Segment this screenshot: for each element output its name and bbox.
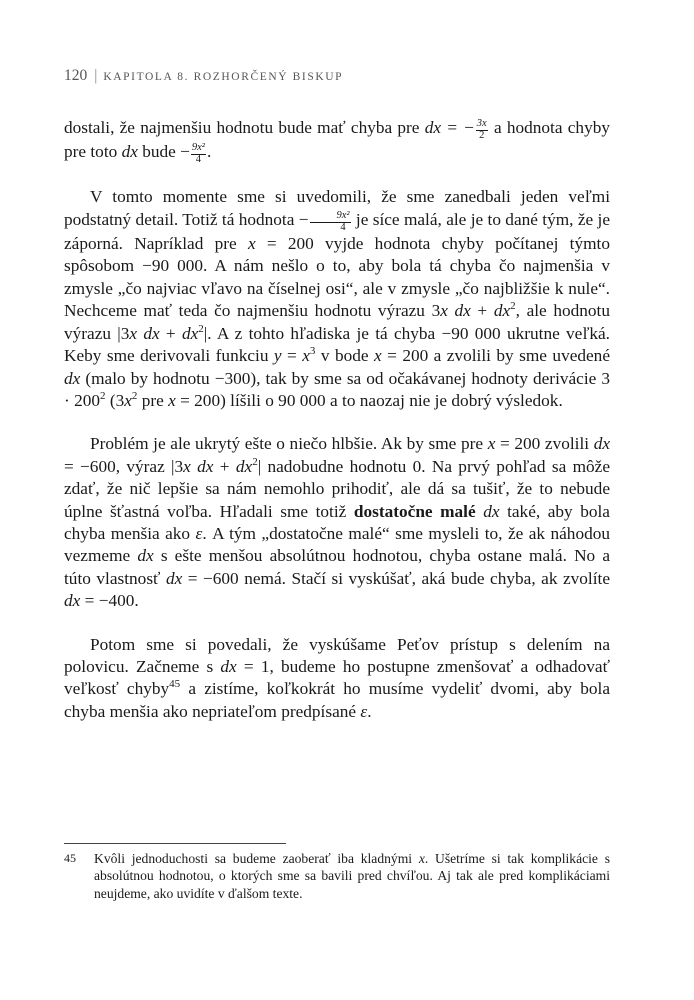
math: dx [235, 456, 253, 476]
math: y [273, 346, 282, 366]
exponent: 2 [131, 390, 138, 403]
math: x dx [440, 301, 471, 321]
text-run: + [470, 301, 494, 321]
math: dx [137, 546, 154, 566]
math: x [168, 390, 176, 410]
page-number: 120 [64, 67, 88, 84]
exponent: 3 [309, 345, 316, 358]
exponent: 2 [252, 455, 258, 468]
exponent: 2 [100, 390, 106, 403]
footnote-marker[interactable]: 45 [169, 678, 181, 691]
math: dx [220, 656, 237, 676]
text-run: . [367, 701, 372, 721]
text-run: s ešte menšou absolútnou hodnotou, chyba ostane malá. No a túto vlastnosť [64, 546, 611, 588]
paragraph-4 [64, 634, 610, 724]
running-header [64, 66, 624, 87]
math: dx [64, 368, 81, 388]
fraction-3x-over-2 [476, 119, 488, 141]
text-run: v bode [315, 346, 374, 366]
math: x dx [183, 456, 214, 476]
text-run: = 200 zvolili [495, 434, 594, 454]
text-run: Problém je ale ukrytý ešte o niečo hlbšie. Ak by sme pre [90, 434, 488, 454]
math: dx [483, 501, 500, 521]
bold-term: dostatočne malé [353, 501, 476, 521]
text-run: = −600 nemá. Stačí si vyskúšať, aká bude chyba, ak zvolíte [182, 568, 610, 588]
text-run: V tomto momente sme si uvedomili, že sme zanedbali jeden veľmi podstatný detail. Totiž tá hodnota − [64, 187, 610, 229]
fraction-denominator: 2 [479, 129, 485, 141]
footnote-45 [64, 850, 610, 902]
paragraph-3 [64, 433, 610, 612]
main-text [64, 117, 610, 744]
text-run: = 200 vyjde hodnota chyby počítanej týmto spôsobom −90 000. A nám nešlo o to, aby bola tá chyba čo najmenšia v zmysle „čo najviac vľavo na číselnej osi“, ale v zmysle „čo najbližšie k nule“. Nechceme mať teda čo najmenšiu hodnotu výrazu 3 [64, 234, 611, 321]
chapter-title: KAPITOLA 8. ROZHORČENÝ BISKUP [103, 71, 344, 83]
text-run: = 200 a zvolili by sme uvedené [381, 346, 610, 366]
math: x [247, 234, 256, 254]
math: x dx [129, 323, 160, 343]
text-run: (3 [105, 390, 125, 410]
header-separator: | [94, 67, 98, 84]
text-run: = −600, výraz |3 [64, 456, 184, 476]
text-run: a hodnota chyby pre toto [64, 118, 610, 162]
footnote-rule [64, 843, 286, 844]
fraction-numerator: 9x² [310, 211, 351, 223]
fraction-numerator: 3x [476, 118, 487, 130]
text-run: a zistíme, koľkokrát ho musíme vydeliť dvomi, aby bola chyba menšia ako nepriateľom predpísané [64, 679, 610, 721]
footnote-number: 45 [64, 851, 76, 865]
text-run: = [281, 346, 303, 366]
text-run: Potom sme si povedali, že vyskúšame Peťov prístup s delením na polovicu. Začneme s [64, 634, 610, 676]
text-run: (malo by hodnotu −300), tak by sme sa od očakávanej hodnoty derivácie 3 · 200 [64, 368, 610, 410]
text-run: = 200) líšili o 90 000 a to naozaj nie je dobrý výsledok. [175, 390, 563, 410]
math: dx [493, 301, 511, 321]
math: dx [165, 568, 183, 588]
text-run: = −400. [80, 591, 139, 611]
math: dx = − [424, 118, 475, 137]
exponent: 2 [198, 322, 204, 335]
text-run: + [213, 456, 236, 476]
text-run: |. A z tohto hľadiska je tá chyba −90 000 ukrutne veľká. Keby sme derivovali funkciu [64, 323, 610, 366]
math: dx [64, 591, 81, 611]
fraction-9x2-over-4 [310, 211, 351, 233]
math: ε [195, 523, 203, 543]
text-run: | nadobudne hodnotu 0. Na prvý pohľad sa môže zdať, že nič lepšie sa nám nemohlo prihodiť, ale dá sa tušiť, že to nebude úplne šťastná voľba. Hľadali sme totiž [64, 456, 611, 521]
fraction-denominator: 4 [195, 153, 202, 165]
text-run: pre [137, 390, 169, 410]
fraction-numerator: 9x² [191, 142, 205, 154]
text-run: + [159, 323, 182, 343]
math: x [374, 346, 382, 366]
paragraph-2 [64, 186, 610, 412]
math: dx [181, 323, 199, 343]
text-run: , ale hodnotu výrazu |3 [64, 301, 610, 343]
math: ε [360, 701, 368, 721]
exponent: 2 [510, 300, 516, 313]
paragraph-1 [64, 117, 610, 165]
text-run: dostali, že najmenšiu hodnotu bude mať chyba pre [64, 118, 425, 137]
text-run: Kvôli jednoduchosti sa budeme zaoberať iba kladnými [94, 851, 419, 866]
text-run: . A tým „dostatočne malé“ sme mysleli to, že ak náhodou vezmeme [64, 523, 611, 566]
fraction-9x2-over-4 [191, 143, 206, 165]
fraction-denominator: 4 [340, 221, 346, 233]
math: dx [121, 142, 138, 162]
math: x [487, 434, 496, 454]
text-run: také, aby bola chyba menšia ako [64, 501, 610, 543]
math: dx [593, 434, 610, 454]
text-run: . Ušetríme si tak komplikácie s absolútnou hodnotou, o ktorých sme sa bavili pred chvíľou. Aj tak ale pred komplikáciami neujdeme, ako uvidíte v ďalšom texte. [94, 851, 610, 901]
math: x [302, 346, 310, 366]
math: x [418, 851, 425, 866]
text-run: . [206, 142, 212, 162]
text-run: je síce malá, ale je to dané tým, že je záporná. Napríklad pre [64, 209, 610, 254]
footnote-text [94, 850, 610, 902]
text-run: bude − [137, 142, 190, 162]
text-run: = 1, budeme ho postupne zmenšovať a odhadovať veľkosť chyby [64, 656, 610, 699]
math: x [124, 390, 132, 410]
